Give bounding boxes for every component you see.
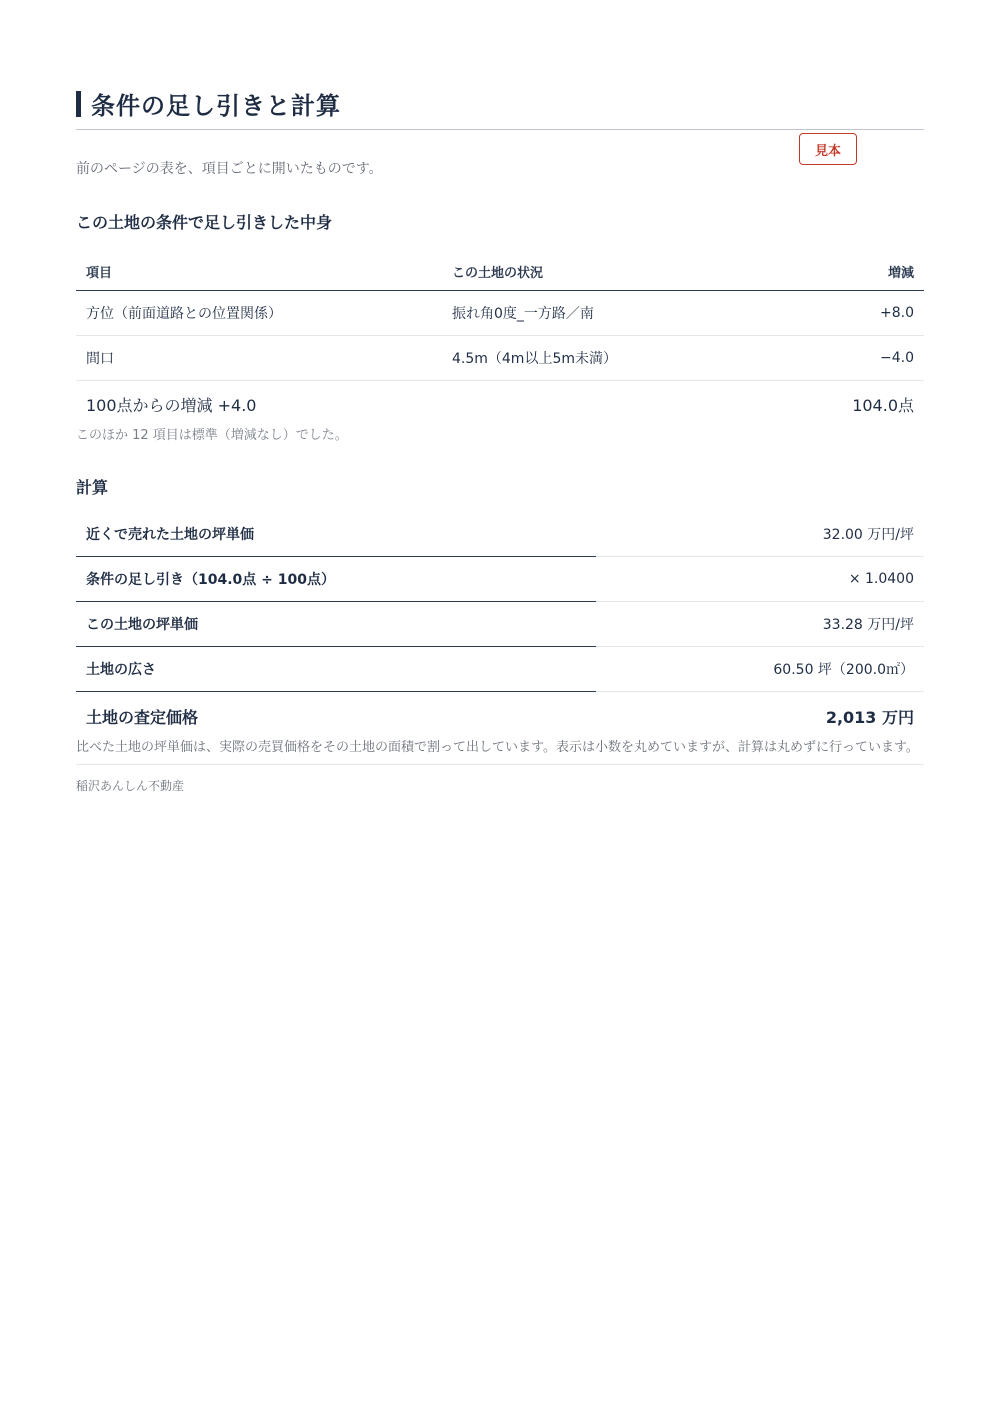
row-status: 4.5m（4m以上5m未満） [452, 351, 617, 367]
calc-value: × 1.0400 [848, 571, 914, 587]
adjustments-table [76, 253, 924, 427]
adjustment-total-value: 104.0点 [852, 395, 914, 415]
page-title: 条件の足し引きと計算 [91, 92, 341, 120]
standard-items-note: このほか 12 項目は標準（増減なし）でした。 [76, 428, 348, 443]
adjustment-total-row [76, 381, 924, 427]
row-status: 振れ角0度_一方路／南 [452, 306, 594, 322]
row-delta: −4.0 [880, 350, 914, 366]
calc-value: 33.28 万円/坪 [822, 617, 914, 633]
table-header [76, 253, 924, 291]
calc-label: 土地の広さ [86, 662, 156, 678]
appraisal-total-label: 土地の査定価格 [86, 707, 199, 727]
company-name: 稲沢あんしん不動産 [76, 779, 185, 793]
calc-value: 60.50 坪（200.0㎡） [773, 662, 914, 678]
adjustments-heading: この土地の条件で足し引きした中身 [76, 213, 333, 232]
adjustment-total-label: 100点からの増減 +4.0 [86, 395, 257, 415]
page [76, 86, 924, 794]
calc-label: 条件の足し引き（104.0点 ÷ 100点） [86, 572, 335, 588]
title-row [76, 86, 924, 130]
table-row [76, 336, 924, 381]
lead-text: 前のページの表を、項目ごとに開いたものです。 [76, 161, 383, 177]
column-header-status: この土地の状況 [452, 266, 544, 281]
table-row [76, 291, 924, 336]
row-delta: +8.0 [880, 305, 914, 321]
row-item: 間口 [86, 351, 114, 367]
row-item: 方位（前面道路との位置関係） [86, 306, 282, 322]
calc-value: 32.00 万円/坪 [822, 527, 914, 543]
appraisal-total-value: 2,013 万円 [825, 707, 914, 727]
calculation-explanation: 比べた土地の坪単価は、実際の売買価格をその土地の面積で割って出しています。表示は小数を丸めていますが、計算は丸めずに行っています。 [76, 736, 924, 765]
calc-row [76, 512, 924, 557]
sample-stamp: 見本 [799, 133, 857, 165]
column-header-delta: 増減 [887, 266, 914, 281]
calc-row [76, 602, 924, 647]
calc-label: この土地の坪単価 [86, 617, 198, 633]
calc-row [76, 557, 924, 602]
title-accent-bar [76, 91, 81, 117]
calc-label: 近くで売れた土地の坪単価 [86, 527, 254, 543]
calc-row [76, 647, 924, 692]
appraisal-total-row [76, 692, 924, 740]
calculation-heading: 計算 [76, 478, 109, 497]
calculation-table [76, 512, 924, 740]
column-header-item: 項目 [86, 266, 113, 281]
calc-label-underline [76, 691, 596, 692]
